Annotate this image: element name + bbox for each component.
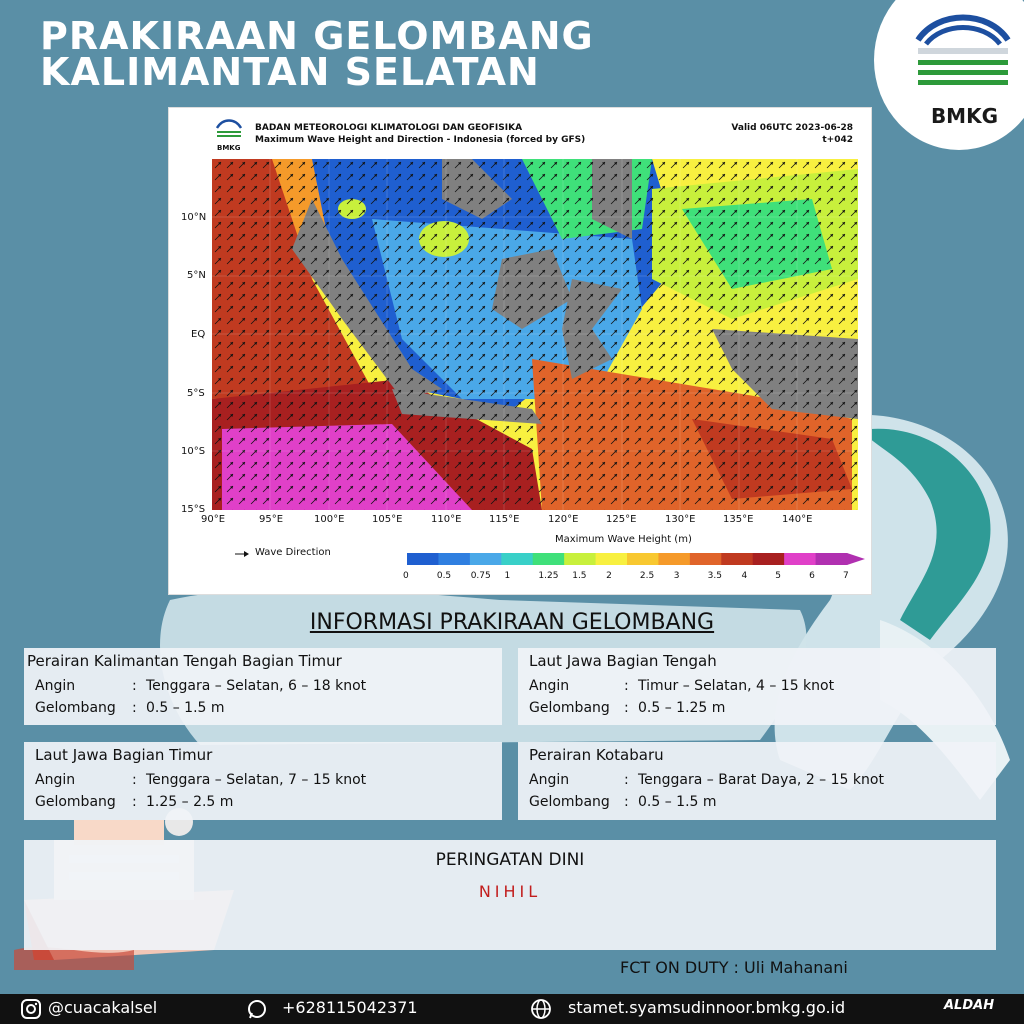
gelombang-value: 0.5 – 1.25 m [638,700,726,716]
colorbar-tick-label: 2.5 [639,571,655,581]
gelombang-value: 1.25 – 2.5 m [146,794,234,810]
colorbar-tick-label: 4 [741,571,748,581]
colorbar-tick-label: 6 [809,571,815,581]
map-agency-name: BADAN METEOROLOGI KLIMATOLOGI DAN GEOFISIKA [255,123,523,133]
colorbar-tick-label: 0 [403,571,409,581]
phone-number[interactable]: +628115042371 [282,998,418,1017]
lon-label: 110°E [431,514,462,525]
lat-label: EQ [191,329,206,340]
footer-bar [0,994,1024,1024]
area-name: Perairan Kotabaru [529,746,664,764]
gelombang-colon: : [624,794,629,810]
wave-height-map [212,159,858,510]
lon-label: 130°E [665,514,696,525]
colorbar-tick-label: 5 [775,571,782,581]
colorbar-segment [627,553,659,565]
colorbar-segment [564,553,596,565]
lat-label: 10°S [181,446,206,457]
colorbar-segment [438,553,470,565]
colorbar-ticks [403,571,867,585]
map-subtitle: Maximum Wave Height and Direction - Indonesia (forced by GFS) [255,135,586,145]
gelombang-value: 0.5 – 1.5 m [638,794,717,810]
wave-direction-legend: Wave Direction [255,547,331,558]
info-card [518,742,996,820]
colorbar-extend-arrow [847,553,865,565]
website-link[interactable]: stamet.syamsudinnoor.bmkg.go.id [568,998,846,1017]
page-title-line2: KALIMANTAN SELATAN [40,50,540,94]
instagram-icon [20,998,42,1020]
colorbar-segment [501,553,533,565]
colorbar-segment [690,553,722,565]
globe-icon [530,998,552,1020]
info-card [24,648,502,725]
lon-label: 90°E [201,514,226,525]
angin-value: Tenggara – Selatan, 7 – 15 knot [146,772,367,788]
wave-height-colorbar [407,552,867,566]
gelombang-colon: : [624,700,629,716]
colorbar-tick-label: 3.5 [707,571,722,581]
page-title-line1: PRAKIRAAN GELOMBANG [40,14,594,58]
angin-colon: : [132,678,137,694]
gelombang-label: Gelombang [529,794,610,810]
gelombang-value: 0.5 – 1.5 m [146,700,225,716]
lon-label: 120°E [548,514,579,525]
colorbar-segment [784,553,816,565]
lon-label: 100°E [314,514,345,525]
lon-label: 125°E [606,514,637,525]
colorbar-segment [533,553,565,565]
lat-label: 15°S [181,504,206,515]
gelombang-label: Gelombang [529,700,610,716]
info-section-title: INFORMASI PRAKIRAAN GELOMBANG [309,610,715,635]
forecaster-on-duty [620,958,848,977]
lon-label: 115°E [489,514,520,525]
bmkg-emblem-icon [908,10,1018,90]
colorbar-tick-label: 1.5 [572,571,587,581]
colorbar-segment [658,553,690,565]
lon-label: 105°E [372,514,403,525]
colorbar-tick-label: 7 [843,571,849,581]
colorbar-segment [816,553,848,565]
angin-colon: : [624,678,629,694]
angin-label: Angin [529,678,570,694]
whatsapp-icon [246,998,268,1020]
angin-label: Angin [35,772,76,788]
colorbar-segment [470,553,502,565]
lat-label: 10°N [181,212,207,223]
lon-label: 135°E [723,514,754,525]
gelombang-label: Gelombang [35,700,116,716]
colorbar-segment [721,553,753,565]
angin-label: Angin [35,678,76,694]
designer-signature: ALDAH [944,998,995,1013]
early-warning-title: PERINGATAN DINI [435,850,585,870]
colorbar-tick-label: 2 [606,571,612,581]
colorbar-segment [596,553,628,565]
colorbar-title: Maximum Wave Height (m) [555,534,692,545]
map-mini-logo-text: BMKG [217,144,241,152]
gelombang-colon: : [132,794,137,810]
colorbar-segment [407,553,439,565]
lon-label: 140°E [782,514,813,525]
area-name: Perairan Kalimantan Tengah Bagian Timur [27,652,342,670]
area-name: Laut Jawa Bagian Timur [35,746,213,764]
gelombang-label: Gelombang [35,794,116,810]
duty-label: FCT ON DUTY : [620,958,739,977]
wave-direction-arrow-icon [235,550,249,558]
angin-label: Angin [529,772,570,788]
angin-value: Timur – Selatan, 4 – 15 knot [638,678,835,694]
early-warning-value: NIHIL [478,882,542,901]
angin-value: Tenggara – Selatan, 6 – 18 knot [146,678,367,694]
info-card [518,648,996,725]
info-card [24,742,502,820]
colorbar-tick-label: 1 [504,571,511,581]
angin-colon: : [624,772,629,788]
colorbar-tick-label: 0.5 [436,571,452,581]
gelombang-colon: : [132,700,137,716]
duty-name: Uli Mahanani [744,958,848,977]
bmkg-logo-text: BMKG [930,104,998,128]
map-valid-time: Valid 06UTC 2023-06-28 [731,123,853,133]
lat-label: 5°N [187,270,206,281]
wave-map-panel [168,107,872,595]
colorbar-tick-label: 1.25 [538,571,559,581]
angin-value: Tenggara – Barat Daya, 2 – 15 knot [638,772,884,788]
area-name: Laut Jawa Bagian Tengah [529,652,717,670]
colorbar-tick-label: 3 [673,571,680,581]
angin-colon: : [132,772,137,788]
early-warning-box [24,840,996,950]
colorbar-segment [753,553,785,565]
lon-label: 95°E [259,514,284,525]
instagram-handle[interactable]: @cuacakalsel [48,998,158,1017]
map-lead-time: t+042 [822,135,853,145]
colorbar-tick-label: 0.75 [470,571,491,581]
lat-label: 5°S [187,388,205,399]
